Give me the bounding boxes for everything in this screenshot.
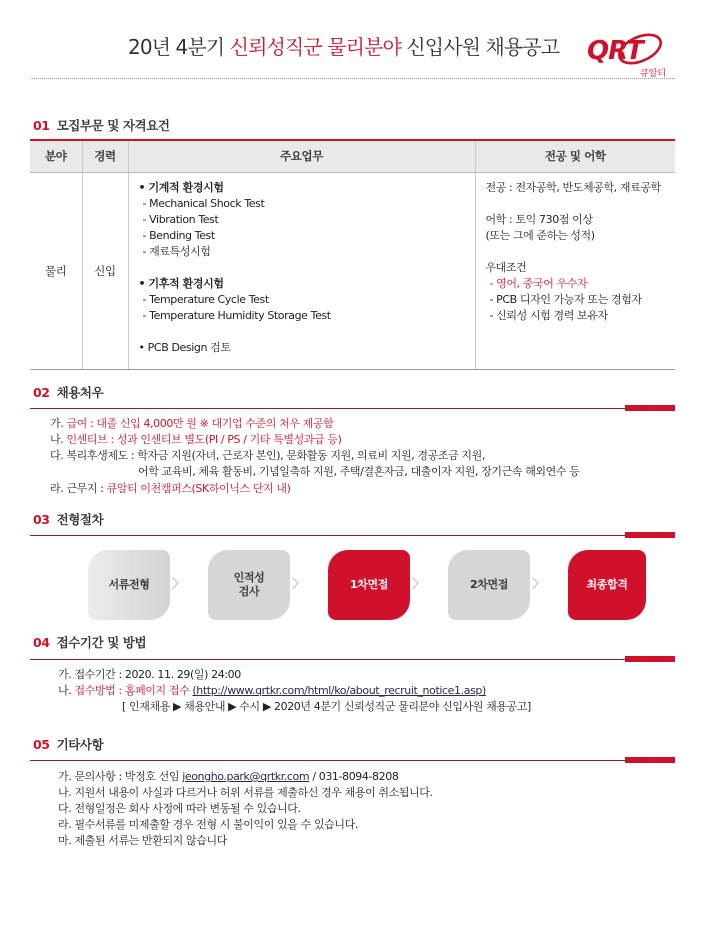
qualification-major: 전공 : 전자공학, 반도체공학, 재료공학: [485, 180, 661, 194]
item-label: 가.: [58, 770, 72, 783]
title-lead: 20년 4분기: [128, 35, 225, 59]
spacer: [486, 244, 676, 260]
item-text: 제출된 서류는 반환되지 않습니다: [74, 834, 227, 847]
duty-item: - Bending Test: [142, 228, 215, 242]
item-text: 지원서 내용이 사실과 다르거나 허위 서류를 제출하신 경우 채용이 취소됩니다.: [74, 786, 433, 799]
list-item: [58, 785, 433, 801]
section-04-heading: [33, 635, 146, 651]
list-item: [50, 448, 579, 464]
list-item: [58, 817, 433, 833]
section-03-heading: [33, 512, 103, 528]
item-label: 다.: [50, 449, 64, 462]
item-label: 라.: [58, 818, 72, 831]
contact-phone: / 031-8094-8208: [312, 770, 399, 783]
step-label: 2차면접: [470, 578, 508, 591]
list-item: [50, 416, 579, 432]
section-02-rule-accent: [625, 405, 675, 411]
section-number: 02: [33, 385, 50, 400]
item-label: 나.: [58, 786, 72, 799]
item-label: 라.: [50, 482, 64, 495]
section-title: 모집부문 및 자격요건: [56, 118, 170, 133]
step-label: 인적성: [233, 571, 265, 584]
list-item: [50, 481, 579, 497]
list-item: [58, 833, 433, 849]
qualification-language-note: (또는 그에 준하는 성적): [485, 228, 595, 242]
section-01-heading: [33, 118, 170, 134]
list-item: [58, 801, 433, 817]
section-02-rule: [30, 408, 675, 409]
section-number: 04: [33, 635, 50, 650]
section-05-heading: [33, 737, 103, 753]
qualification-language: 어학 : 토익 730점 이상: [485, 212, 593, 226]
spacer: [486, 196, 676, 212]
step-second-interview: [448, 550, 530, 620]
welfare-text: 복리후생제도 : 학자금 지원(자녀, 근로자 본인), 문화활동 지원, 의료비 지원, 경공조금 지원,: [66, 449, 485, 462]
section-03-rule-accent: [625, 532, 675, 538]
step-final-acceptance: [568, 550, 646, 620]
benefits-list: [50, 416, 579, 497]
duty-item: - Temperature Humidity Storage Test: [142, 308, 331, 322]
table-header-row: [30, 140, 675, 172]
salary-text: 급여 : 대졸 신입 4,000만 원 ※ 대기업 수준의 처우 제공함: [66, 417, 334, 430]
contact-email-link[interactable]: jeongho.park@qrtkr.com: [182, 770, 310, 783]
step-label: 검사: [238, 585, 260, 598]
deadline-text: 접수기간 : 2020. 11. 29(일) 24:00: [74, 668, 241, 681]
header-duties: 주요업무: [128, 140, 475, 172]
page-title: [128, 34, 559, 60]
item-label: 마.: [58, 834, 72, 847]
list-item: [50, 432, 579, 448]
section-05-rule: [30, 760, 675, 761]
chevron-right-icon: 〉: [412, 577, 425, 592]
section-number: 05: [33, 737, 50, 752]
item-label: 나.: [58, 684, 72, 697]
section-05-rule-accent: [625, 757, 675, 763]
cell-duties: [128, 172, 475, 369]
chevron-right-icon: 〉: [292, 577, 305, 592]
chevron-right-icon: 〉: [172, 577, 185, 592]
step-first-interview: [328, 550, 410, 620]
workplace-value: 큐알티 이천캠퍼스(SK하이닉스 단지 내): [106, 482, 291, 495]
item-label: 가.: [58, 668, 72, 681]
duty-category: • 기후적 환경시험: [138, 276, 224, 290]
step-label: 서류전형: [108, 578, 150, 591]
spacer: [139, 260, 475, 276]
preference-item: - 영어, 중국어 우수자: [489, 276, 588, 290]
item-label: 다.: [58, 802, 72, 815]
logo-korean-name: 큐알티: [640, 69, 667, 79]
step-label: 1차면접: [350, 578, 388, 591]
section-title: 전형절차: [56, 512, 104, 527]
header-career: 경력: [82, 140, 128, 172]
welfare-text-continuation: 어학 교육비, 체육 활동비, 기념일축하 지원, 주택/결혼자금, 대출이자 지원, 장기근속 해외연수 등: [138, 465, 580, 478]
item-label: 가.: [50, 417, 64, 430]
logo-wordmark: QRT: [587, 36, 643, 66]
section-title: 채용처우: [56, 385, 104, 400]
item-label: 나.: [50, 433, 64, 446]
duty-item: - 재료특성시험: [142, 244, 211, 258]
duty-category: • PCB Design 검토: [138, 340, 231, 354]
header-divider: [30, 78, 675, 79]
header-field: 분야: [30, 140, 82, 172]
list-item: [58, 769, 433, 785]
section-04-rule-accent: [625, 656, 675, 662]
step-aptitude-test: [208, 550, 290, 620]
cell-career: 신입: [82, 172, 128, 369]
recruitment-table: [30, 139, 675, 370]
preference-heading: 우대조건: [485, 260, 527, 274]
navigation-path: [ 인재채용 ▶ 채용안내 ▶ 수시 ▶ 2020년 4분기 신뢰성직군 물리분야 신입사원 채용공고]: [122, 700, 531, 713]
duty-category: • 기계적 환경시험: [138, 180, 224, 194]
method-text: 접수방법 : 홈페이지 접수: [74, 684, 190, 697]
spacer: [139, 324, 475, 340]
preference-item: - PCB 디자인 가능자 또는 경험자: [489, 292, 642, 306]
cell-field: 물리: [30, 172, 82, 369]
title-tail: 신입사원 채용공고: [406, 35, 560, 59]
duty-item: - Mechanical Shock Test: [142, 196, 265, 210]
item-text: 전형일정은 회사 사정에 따라 변동될 수 있습니다.: [74, 802, 301, 815]
section-number: 01: [33, 118, 50, 133]
step-label: 최종합격: [586, 578, 628, 591]
qrt-logo: [584, 24, 668, 80]
incentive-text: 인센티브 : 성과 인센티브 별도(PI / PS / 기타 특별성과급 등): [66, 433, 342, 446]
preference-item: - 신뢰성 시험 경력 보유자: [489, 308, 608, 322]
section-02-heading: [33, 385, 103, 401]
header-qualifications: 전공 및 어학: [475, 140, 675, 172]
chevron-right-icon: 〉: [532, 577, 545, 592]
section-03-rule: [30, 535, 675, 536]
notes-list: [58, 769, 433, 849]
section-title: 기타사항: [56, 737, 104, 752]
section-04-rule: [30, 659, 675, 660]
section-title: 접수기간 및 방법: [56, 635, 147, 650]
workplace-key: 근무지 :: [66, 482, 104, 495]
item-text: 필수서류를 미제출할 경우 전형 시 불이익이 있을 수 있습니다.: [74, 818, 358, 831]
duty-item: - Vibration Test: [142, 212, 219, 226]
duties-list: [129, 173, 475, 356]
list-item: [58, 667, 531, 683]
contact-text: 문의사항 : 박정호 선임: [74, 770, 180, 783]
section-number: 03: [33, 512, 50, 527]
cell-qualifications: [475, 172, 675, 369]
qualifications-list: [476, 173, 676, 324]
table-row: [30, 172, 675, 369]
duty-item: - Temperature Cycle Test: [142, 292, 269, 306]
title-highlight: 신뢰성직군 물리분야: [229, 35, 401, 59]
application-list: [58, 667, 531, 715]
step-document-screening: [88, 550, 170, 620]
list-item: [58, 683, 531, 699]
recruit-notice-link[interactable]: (http://www.qrtkr.com/html/ko/about_recruit_notice1.asp): [192, 684, 486, 697]
